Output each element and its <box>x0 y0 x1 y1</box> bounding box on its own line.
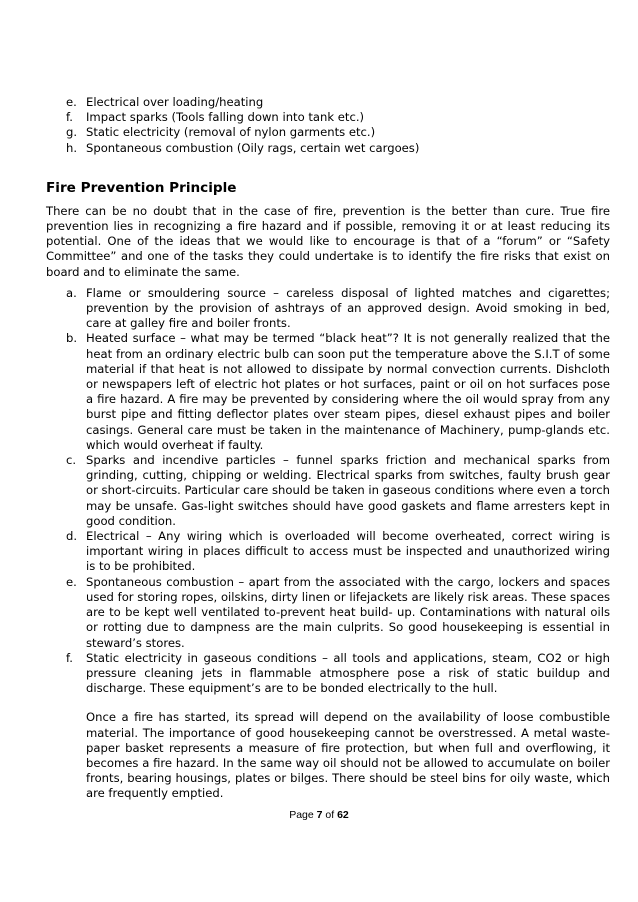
page-number-footer <box>0 809 638 821</box>
list-marker: c. <box>66 453 77 468</box>
prevention-list <box>46 286 610 696</box>
current-page-number: 7 <box>316 809 323 821</box>
footer-prefix: Page <box>289 809 317 821</box>
page-content <box>46 95 610 802</box>
list-item-text: Spontaneous combustion (Oily rags, certain wet cargoes) <box>86 140 420 155</box>
list-item-text: Spontaneous combustion – apart from the associated with the cargo, lockers and spaces used for storing ropes, oilskins, dirty linen or lifejackets are likely risk areas. These spaces are to be kept well ventilated to-prevent heat build- up. Contaminations with natural oils or rotting due to dampness are the main culprits. So good housekeeping is essential in steward’s stores. <box>86 574 610 650</box>
list-marker: f. <box>66 110 73 125</box>
list-item <box>46 110 610 125</box>
total-page-count: 62 <box>337 809 349 821</box>
list-marker: e. <box>66 95 77 109</box>
list-item <box>46 286 610 332</box>
list-item-text: Heated surface – what may be termed “black heat”? It is not generally realized that the heat from an ordinary electric bulb can soon put the temperature above the S.I.T of some material if that heat is not allowed to dissipate by normal convection currents. Dishcloth or newspapers left of electric hot plates or hot surfaces, paint or oil on hot surfaces pose a fire hazard. A fire may be prevented by considering where the oil would spray from any burst pipe and fitting deflector plates over steam pipes, diesel exhaust pipes and boiler casings. General care must be taken in the maintenance of Machinery, pump-glands etc. which would overheat if faulty. <box>86 331 610 452</box>
footer-of: of <box>322 809 338 821</box>
list-marker: a. <box>66 285 77 300</box>
list-item <box>46 95 610 110</box>
list-item <box>46 141 610 156</box>
list-item <box>46 453 610 529</box>
list-item-text: Electrical – Any wiring which is overloaded will become overheated, correct wiring is important wiring in places difficult to access must be inspected and unauthorized wiring is to be prohibited. <box>86 529 610 574</box>
list-item <box>46 651 610 697</box>
list-marker: g. <box>66 125 78 140</box>
list-item <box>46 575 610 651</box>
closing-paragraph: Once a fire has started, its spread will depend on the availability of loose combustible material. The importance of good housekeeping cannot be overstressed. A metal waste-paper basket represents a measure of fire protection, but when full and overflowing, it becomes a fire hazard. In the same way oil should not be allowed to accumulate on boiler fronts, bearing housings, plates or bilges. There should be steel bins for oily waste, which are frequently emptied. <box>86 710 610 801</box>
list-item <box>46 125 610 140</box>
fire-causes-list <box>46 95 610 156</box>
list-item-text: Sparks and incendive particles – funnel sparks friction and mechanical sparks from grinding, cutting, chipping or welding. Electrical sparks from switches, faulty brush gear or short-circuits. Particular care should be taken in gaseous conditions where even a torch may be unsafe. Gas-light switches should have good gaskets and flame arresters kept in good condition. <box>86 453 610 528</box>
list-marker: b. <box>66 331 78 346</box>
list-item-text: Flame or smouldering source – careless disposal of lighted matches and cigarettes; prevention by the provision of ashtrays of an approved design. Avoid smoking in bed, care at galley fire and boiler fronts. <box>86 285 610 331</box>
list-marker: e. <box>66 574 77 589</box>
section-heading: Fire Prevention Principle <box>46 179 237 196</box>
list-item-text: Static electricity (removal of nylon garments etc.) <box>86 125 376 140</box>
list-marker: h. <box>66 140 78 155</box>
list-marker: d. <box>66 529 78 544</box>
intro-paragraph: There can be no doubt that in the case of fire, prevention is the better than cure. True fire prevention lies in recognizing a fire hazard and if possible, removing it or at least reducing its potential. One of the ideas that we would like to encourage is that of a “forum” or “Safety Committee” and one of the tasks they could undertake is to identify the fire risks that exist on board and to eliminate the same. <box>46 203 610 279</box>
list-item-text: Static electricity in gaseous conditions – all tools and applications, steam, CO2 or high pressure cleaning jets in flammable atmosphere pose a risk of static buildup and discharge. These equipment’s are to be bonded electrically to the hull. <box>86 650 610 696</box>
list-marker: f. <box>66 650 73 665</box>
list-item-text: Electrical over loading/heating <box>86 95 264 109</box>
list-item <box>46 529 610 575</box>
list-item <box>46 331 610 453</box>
list-item-text: Impact sparks (Tools falling down into tank etc.) <box>86 110 365 125</box>
